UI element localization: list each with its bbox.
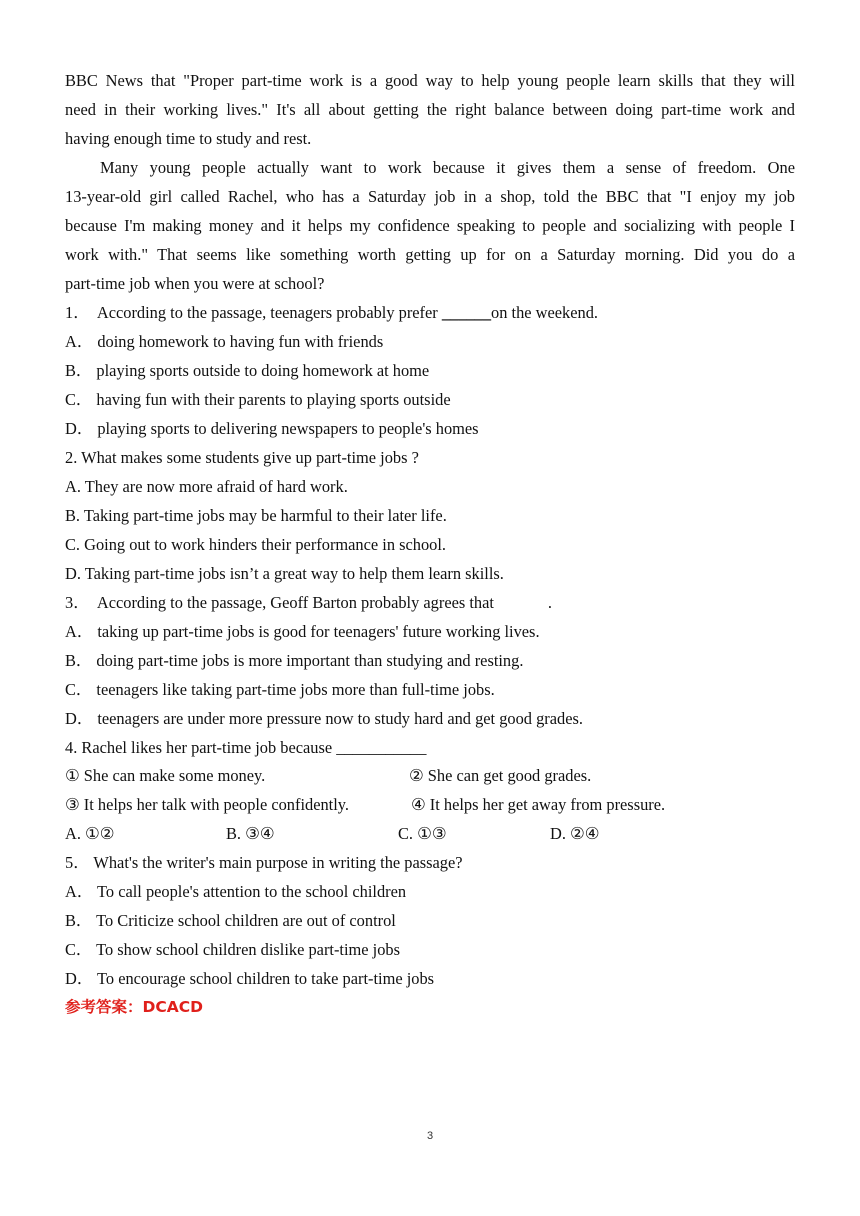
question-4-option-c: C. ①③: [398, 824, 447, 843]
question-1-stem-text: 1． According to the passage, teenagers probably prefer: [65, 303, 442, 322]
question-1-stem: [65, 303, 598, 323]
question-3-option-c: C． teenagers like taking part-time jobs more than full-time jobs.: [65, 680, 495, 699]
question-2-option-b: B. Taking part-time jobs may be harmful to their later life.: [65, 506, 447, 525]
question-3-stem-end: .: [547, 593, 553, 612]
question-5-option-a: A． To call people's attention to the school children: [65, 882, 407, 901]
passage-line: BBC News that "Proper part-time work is a good way to help young people learn skills that they will: [65, 71, 795, 90]
answer-key: 参考答案：DCACD: [65, 998, 203, 1016]
question-2-option-d: D. Taking part-time jobs isn’t a great way to help them learn skills.: [65, 564, 504, 583]
question-5-option-b: B． To Criticize school children are out of control: [65, 911, 396, 930]
question-3-option-b: B． doing part-time jobs is more important than studying and resting.: [65, 651, 524, 670]
question-4-statement-1: ① She can make some money.: [65, 766, 266, 785]
question-5-option-d: D． To encourage school children to take part-time jobs: [65, 969, 435, 988]
passage-line: part-time job when you were at school?: [65, 274, 325, 293]
passage-line: because I'm making money and it helps my confidence speaking to people and socializing with people I: [65, 216, 795, 235]
question-4-option-d: D. ②④: [550, 824, 600, 843]
passage-line: 13-year-old girl called Rachel, who has a Saturday job in a shop, told the BBC that "I enjoy my job: [65, 187, 795, 206]
question-4-statement-2: ② She can get good grades.: [409, 766, 592, 785]
question-3-option-d: D． teenagers are under more pressure now to study hard and get good grades.: [65, 709, 583, 728]
passage-line: work with." That seems like something worth getting up for on a Saturday morning. Did you do a: [65, 245, 795, 264]
question-5-stem: 5． What's the writer's main purpose in writing the passage?: [65, 853, 463, 872]
question-5-option-c: C． To show school children dislike part-time jobs: [65, 940, 400, 959]
question-3-stem: [65, 593, 552, 613]
question-4-statement-4: ④ It helps her get away from pressure.: [411, 795, 666, 814]
question-4-option-a: A. ①②: [65, 824, 115, 843]
page-number: 3: [426, 1130, 434, 1142]
passage-line: having enough time to study and rest.: [65, 129, 312, 148]
question-4-statement-3: ③ It helps her talk with people confidently.: [65, 795, 350, 814]
passage-line: need in their working lives." It's all about getting the right balance between doing part-time work and: [65, 100, 795, 119]
question-1-option-d: D． playing sports to delivering newspapers to people's homes: [65, 419, 479, 438]
question-3-option-a: A． taking up part-time jobs is good for teenagers' future working lives.: [65, 622, 540, 641]
question-3-stem-text: 3． According to the passage, Geoff Barton probably agrees that: [65, 593, 494, 612]
question-1-option-c: C． having fun with their parents to playing sports outside: [65, 390, 451, 409]
question-2-option-c: C. Going out to work hinders their performance in school.: [65, 535, 447, 554]
answer-blank: ______: [441, 303, 492, 322]
question-4-option-b: B. ③④: [226, 824, 275, 843]
passage-line: Many young people actually want to work because it gives them a sense of freedom. One: [100, 158, 795, 177]
question-2-option-a: A. They are now more afraid of hard work.: [65, 477, 348, 496]
question-1-stem-end: on the weekend.: [491, 303, 598, 322]
question-4-stem: 4. Rachel likes her part-time job because ___________: [65, 738, 427, 757]
question-2-stem: 2. What makes some students give up part-time jobs ?: [65, 448, 419, 467]
question-1-option-b: B． playing sports outside to doing homework at home: [65, 361, 430, 380]
question-1-option-a: A． doing homework to having fun with friends: [65, 332, 384, 351]
